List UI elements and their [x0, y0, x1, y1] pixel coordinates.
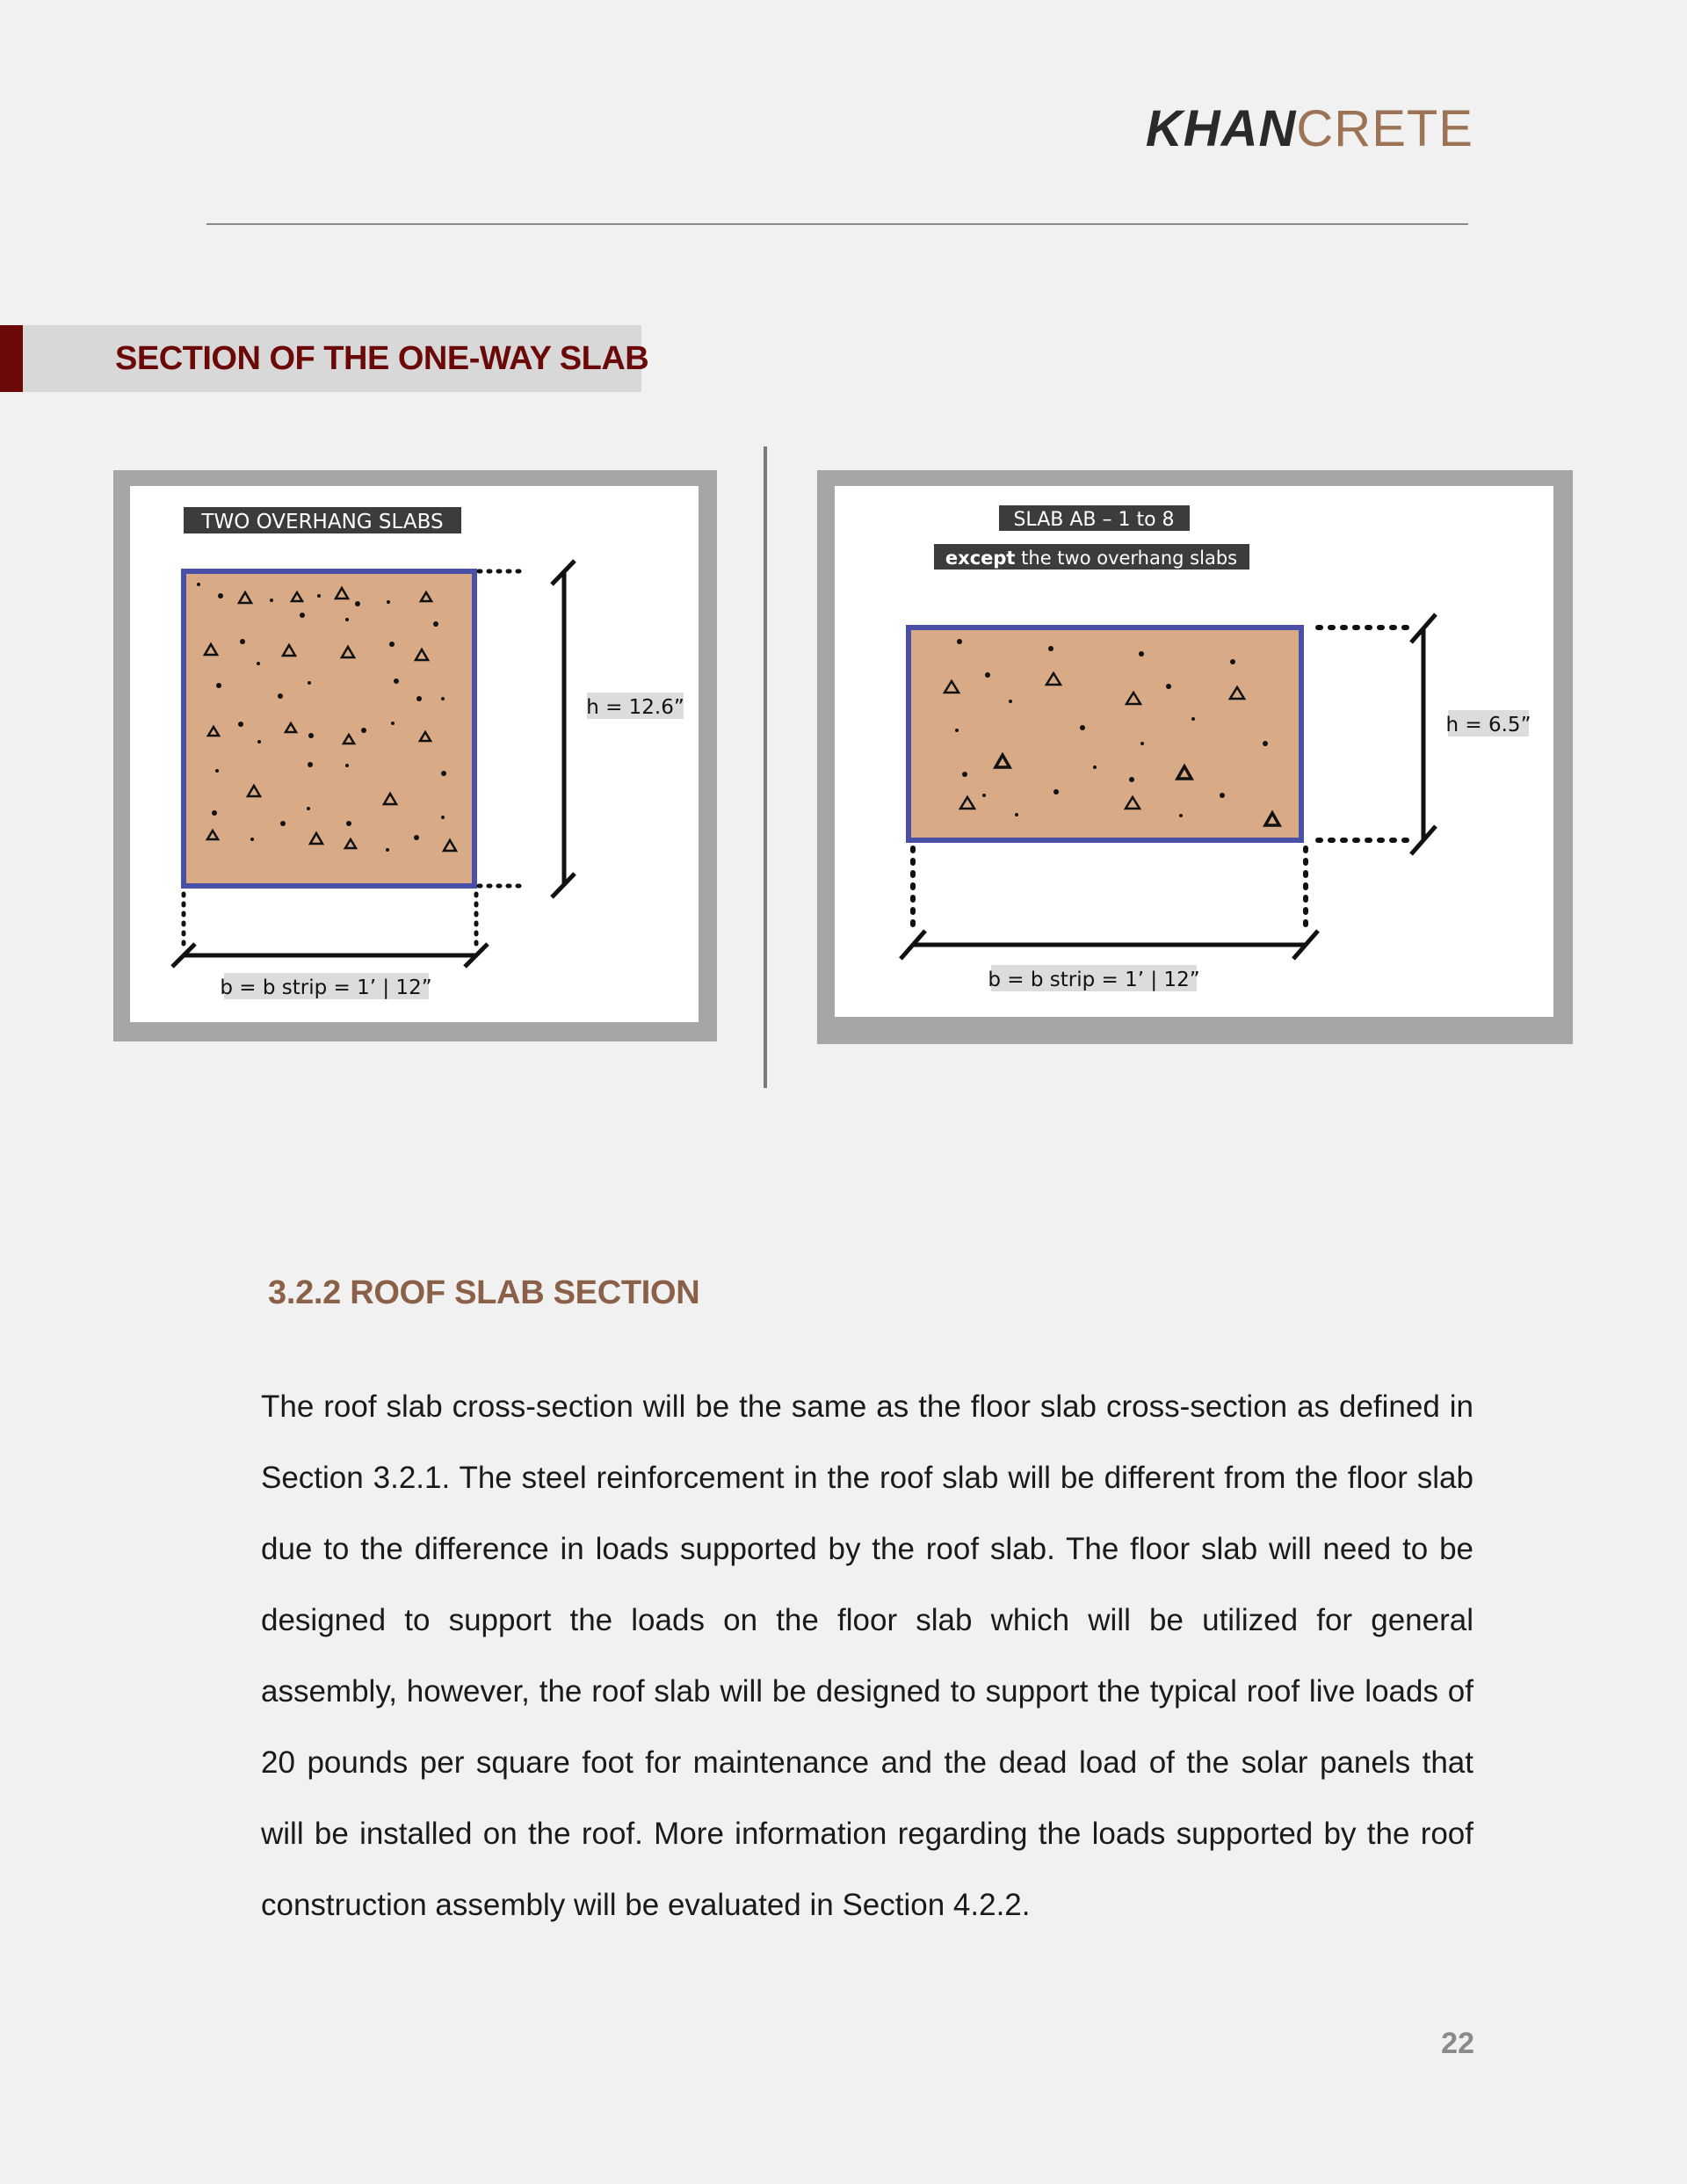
- logo-bold-text: KHAN: [1145, 100, 1297, 157]
- section-accent-block: [0, 325, 23, 392]
- subsection-heading: 3.2.2 ROOF SLAB SECTION: [268, 1274, 700, 1311]
- figure-right-label-line1: SLAB AB – 1 to 8: [1013, 509, 1175, 531]
- figure-left-frame: [113, 470, 717, 1041]
- logo-light-text: CRETE: [1296, 100, 1473, 157]
- page-number: 22: [1441, 2027, 1474, 2060]
- figure-right-height-label: h = 6.5”: [1445, 714, 1531, 736]
- header-divider: [206, 223, 1468, 225]
- figure-divider: [764, 446, 767, 1088]
- brand-logo: [1146, 98, 1473, 160]
- section-title-bar: [0, 325, 649, 392]
- subsection-body: The roof slab cross-section will be the same as the floor slab cross-section as defined in Section 3.2.1. The steel reinforcement in the roof slab will be different from the floor slab due to the difference in loads supported by the roof slab. The floor slab will need to be designed to support the loads on the floor slab which will be utilized for general assembly, however, the roof slab will be designed to support the typical roof live loads of 20 pounds per square foot for maintenance and the dead load of the solar panels that will be installed on the roof. More information regarding the loads supported by the roof construction assembly will be evaluated in Section 4.2.2.: [261, 1389, 1473, 1922]
- figure-right-frame: [817, 470, 1573, 1044]
- figure-left-diagram: [113, 470, 717, 1041]
- figure-left-height-label: h = 12.6”: [586, 696, 684, 719]
- figure-right-label-rest: the two overhang slabs: [1015, 548, 1238, 569]
- figure-right-label-line2: [945, 548, 1237, 569]
- figure-right-diagram: [817, 470, 1573, 1044]
- figure-left-label: TWO OVERHANG SLABS: [201, 511, 444, 533]
- section-title: SECTION OF THE ONE-WAY SLAB: [115, 340, 649, 377]
- figure-right-width-label: b = b strip = 1’ | 12”: [988, 969, 1200, 991]
- figure-right-label-except: except: [945, 548, 1016, 569]
- figure-left-width-label: b = b strip = 1’ | 12”: [220, 976, 432, 999]
- slab-left-section: [184, 571, 474, 886]
